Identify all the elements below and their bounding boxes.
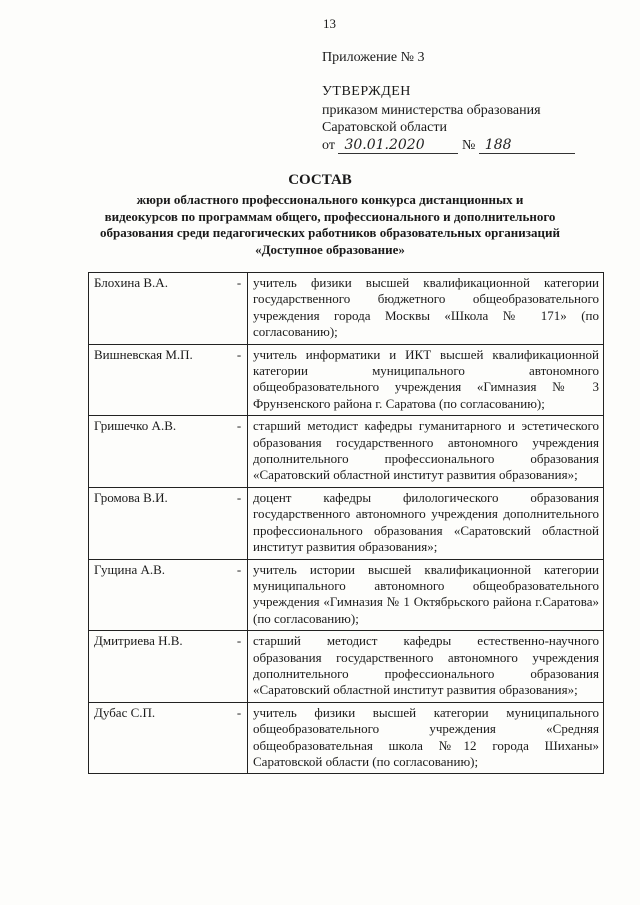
member-name: Громова В.И. [89, 487, 231, 559]
table-row [89, 416, 604, 488]
member-description: учитель информатики и ИКТ высшей квалификационной категории муниципального автономного общеобразовательного учреждения «Гимназия № 3 Фрунзенского района г. Саратова (по согласованию); [248, 344, 604, 416]
member-dash: - [230, 631, 248, 703]
table-row [89, 487, 604, 559]
date-prefix: от [322, 138, 335, 153]
table-row [89, 273, 604, 345]
member-description: учитель истории высшей квалификационной категории муниципального автономного общеобразовательного учреждения «Гимназия № 1 Октябрьского района г.Саратова» (по согласованию); [248, 559, 604, 631]
member-description: старший методист кафедры естественно-научного образования государственного автономного учреждения дополнительного профессионального образования «Саратовский областной институт развития образования»; [248, 631, 604, 703]
table-row [89, 631, 604, 703]
member-description: доцент кафедры филологического образования государственного автономного учреждения дополнительного профессионального образования «Саратовский областной институт развития образования»; [248, 487, 604, 559]
member-description: старший методист кафедры гуманитарного и эстетического образования государственного автономного учреждения дополнительного профессионального образования «Саратовский областной институт развития образования»; [248, 416, 604, 488]
table-row [89, 559, 604, 631]
order-date-line [322, 137, 575, 154]
member-description: учитель физики высшей квалификационной категории государственного бюджетного общеобразовательного учреждения города Москвы «Школа № 171» (по согласованию); [248, 273, 604, 345]
order-line-1: приказом министерства образования [322, 103, 541, 118]
table-row [89, 344, 604, 416]
jury-table [88, 272, 604, 774]
handwritten-date: 30.01.2020 [338, 137, 458, 154]
member-dash: - [230, 416, 248, 488]
member-dash: - [230, 559, 248, 631]
approved-label: УТВЕРЖДЕН [322, 84, 411, 99]
member-dash: - [230, 702, 248, 774]
member-name: Гришечко А.В. [89, 416, 231, 488]
member-description: учитель физики высшей категории муниципального общеобразовательного учреждения «Средняя общеобразовательная школа №12 города Шиханы» Саратовской области (по согласованию); [248, 702, 604, 774]
member-name: Вишневская М.П. [89, 344, 231, 416]
page-number: 13 [323, 16, 336, 31]
member-name: Дубас С.П. [89, 702, 231, 774]
member-name: Блохина В.А. [89, 273, 231, 345]
number-sign: № [461, 138, 476, 153]
handwritten-number: 188 [479, 137, 575, 154]
order-line-2: Саратовской области [322, 120, 447, 135]
member-name: Гущина А.В. [89, 559, 231, 631]
appendix-label: Приложение № 3 [322, 50, 425, 65]
document-title: СОСТАВ [288, 172, 352, 188]
member-dash: - [230, 273, 248, 345]
table-row [89, 702, 604, 774]
member-name: Дмитриева Н.В. [89, 631, 231, 703]
member-dash: - [230, 487, 248, 559]
document-subtitle: жюри областного профессионального конкурса дистанционных и видеокурсов по программам общего, профессионального и дополнительного образования среди педагогических работников образовательных организаций «Доступное образование» [100, 192, 560, 257]
member-dash: - [230, 344, 248, 416]
